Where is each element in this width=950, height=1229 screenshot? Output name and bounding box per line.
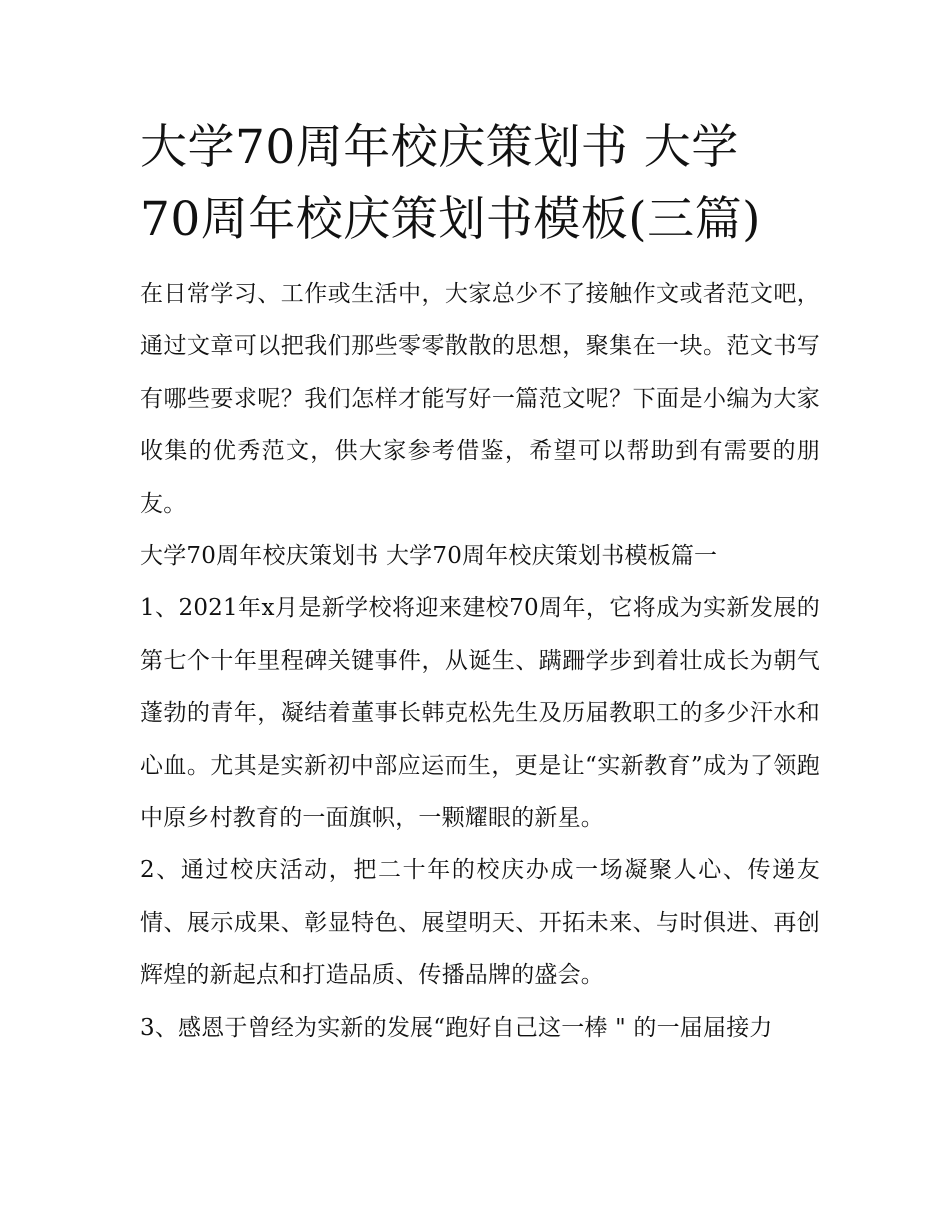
title-line-1: 大学70周年校庆策划书 大学 [140,120,739,175]
intro-paragraph: 在日常学习、工作或生活中，大家总少不了接触作文或者范文吧，通过文章可以把我们那些零零散散的思想，聚集在一块。范文书写有哪些要求呢？我们怎样才能写好一篇范文呢？下面是小编为大家收集的优秀范文，供大家参考借鉴，希望可以帮助到有需要的朋友。 [140,281,820,517]
title-line-2: 70周年校庆策划书模板(三篇) [140,192,761,247]
list-item: 2、通过校庆活动，把二十年的校庆办成一场凝聚人心、传递友情、展示成果、彰显特色、展望明天、开拓未来、与时俱进、再创辉煌的新起点和打造品质、传播品牌的盛会。 [140,857,820,989]
section-heading: 大学70周年校庆策划书 大学70周年校庆策划书模板篇一 [140,543,718,570]
document-content [140,112,820,1054]
document-body [140,268,820,1054]
list-item: 1、2021年x月是新学校将迎来建校70周年，它将成为实新发展的第七个十年里程碑关键事件，从诞生、蹒跚学步到着壮成长为朝气蓬勃的青年，凝结着董事长韩克松先生及历届教职工的多少汗水和心血。尤其是实新初中部应运而生，更是让“实新教育”成为了领跑中原乡村教育的一面旗帜，一颗耀眼的新星。 [140,595,820,832]
list-item: 3、感恩于曾经为实新的发展“跑好自己这一棒 " 的一届届接力 [140,1014,773,1041]
document-title [140,112,820,256]
